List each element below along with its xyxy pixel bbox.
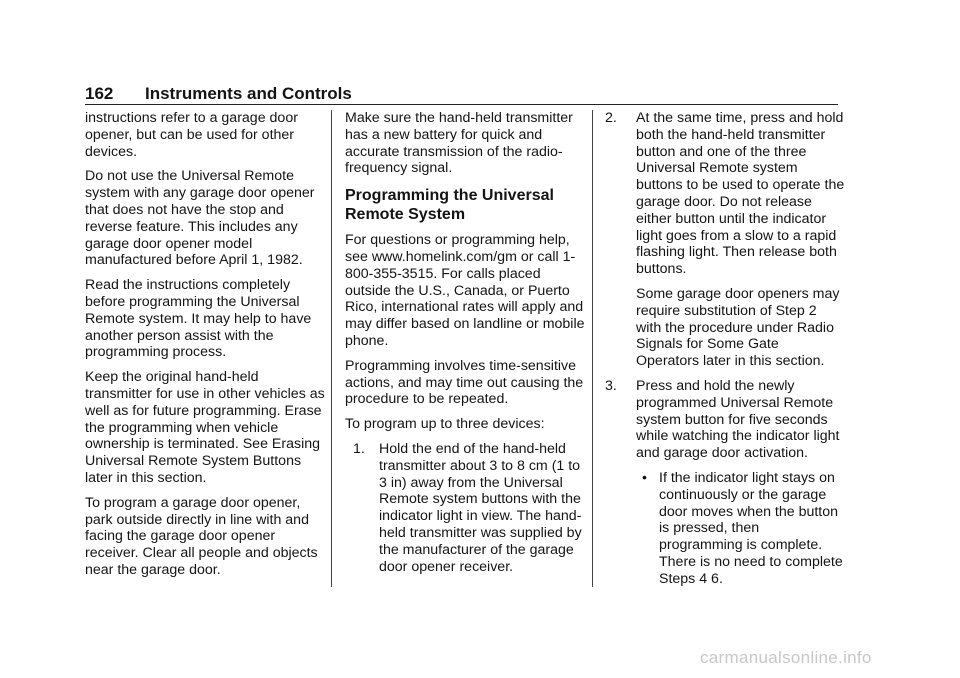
step-2: [605, 110, 845, 278]
paragraph: instructions refer to a garage door opener, but can be used for other devices.: [85, 110, 298, 160]
bullet-item: [605, 470, 845, 588]
bullet-icon: •: [642, 469, 647, 486]
subsection-heading: Programming the Universal Remote System: [345, 187, 554, 224]
paragraph: Make sure the hand-held transmitter has a new battery for quick and accurate transmission of the radio-frequency signal.: [345, 110, 573, 177]
paragraph: Programming involves time-sensitive actions, and may time out causing the procedure to be repeated.: [345, 357, 584, 408]
bullet-text: If the indicator light stays on continuously or the garage door moves when the button is pressed, then programming is complete. There is no need to complete Steps 4 6.: [659, 469, 843, 587]
paragraph: Read the instructions completely before programming the Universal Remote system. It may help to have another person assist with the programming process.: [85, 277, 312, 361]
step-number: 1.: [353, 440, 365, 457]
paragraph: To program a garage door opener, park outside directly in line with and facing the garage door opener receiver. Clear all people and objects near the garage door.: [85, 494, 318, 578]
watermark-brand[interactable]: carmanualsonline.info: [700, 648, 872, 667]
step-3: [605, 378, 845, 462]
paragraph: Keep the original hand-held transmitter for use in other vehicles as well as for future programming. Erase the programming when vehicle ownership is terminated. See Erasing Universal Remote System Buttons later in this section.: [85, 369, 325, 486]
paragraph: For questions or programming help, see www.homelink.com/gm or call 1-800-355-3515. For calls placed outside the U.S., Canada, or Puerto Rico, international rates will apply and may differ based on landline or mobile phone.: [345, 232, 585, 349]
step-number: 3.: [605, 377, 617, 394]
step-text: Press and hold the newly programmed Universal Remote system button for five seconds while watching the indicator light and garage door activation.: [636, 377, 840, 462]
step-note: Some garage door openers may require substitution of Step 2 with the procedure under Radio Signals for Some Gate Operators later in this section.: [636, 285, 840, 370]
header-rule: [85, 104, 838, 105]
paragraph: To program up to three devices:: [345, 416, 545, 433]
step-text: Hold the end of the hand-held transmitter about 3 to 8 cm (1 to 3 in) away from the Universal Remote system buttons with the indicator light in view. The hand-held transmitter was supplied by the manufacturer of the garage door opener receiver.: [379, 440, 582, 575]
column-1: [85, 110, 325, 587]
step-1: [353, 441, 585, 575]
column-3: [605, 110, 845, 596]
section-title: Instruments and Controls: [145, 84, 352, 103]
page-number: 162: [85, 84, 114, 103]
paragraph: Do not use the Universal Remote system with any garage door opener that does not have the stop and reverse feature. This includes any garage door opener model manufactured before April 1, 1982.: [85, 168, 315, 269]
column-divider: [331, 110, 332, 587]
step-number: 2.: [605, 110, 617, 126]
column-divider: [592, 110, 593, 587]
step-text: At the same time, press and hold both the hand-held transmitter button and one of the three Universal Remote system buttons to be used to operate the garage door. Do not release either button until the indicator light goes from a slow to a rapid flashing light. Then release both buttons.: [636, 110, 845, 278]
column-2: [345, 110, 585, 583]
